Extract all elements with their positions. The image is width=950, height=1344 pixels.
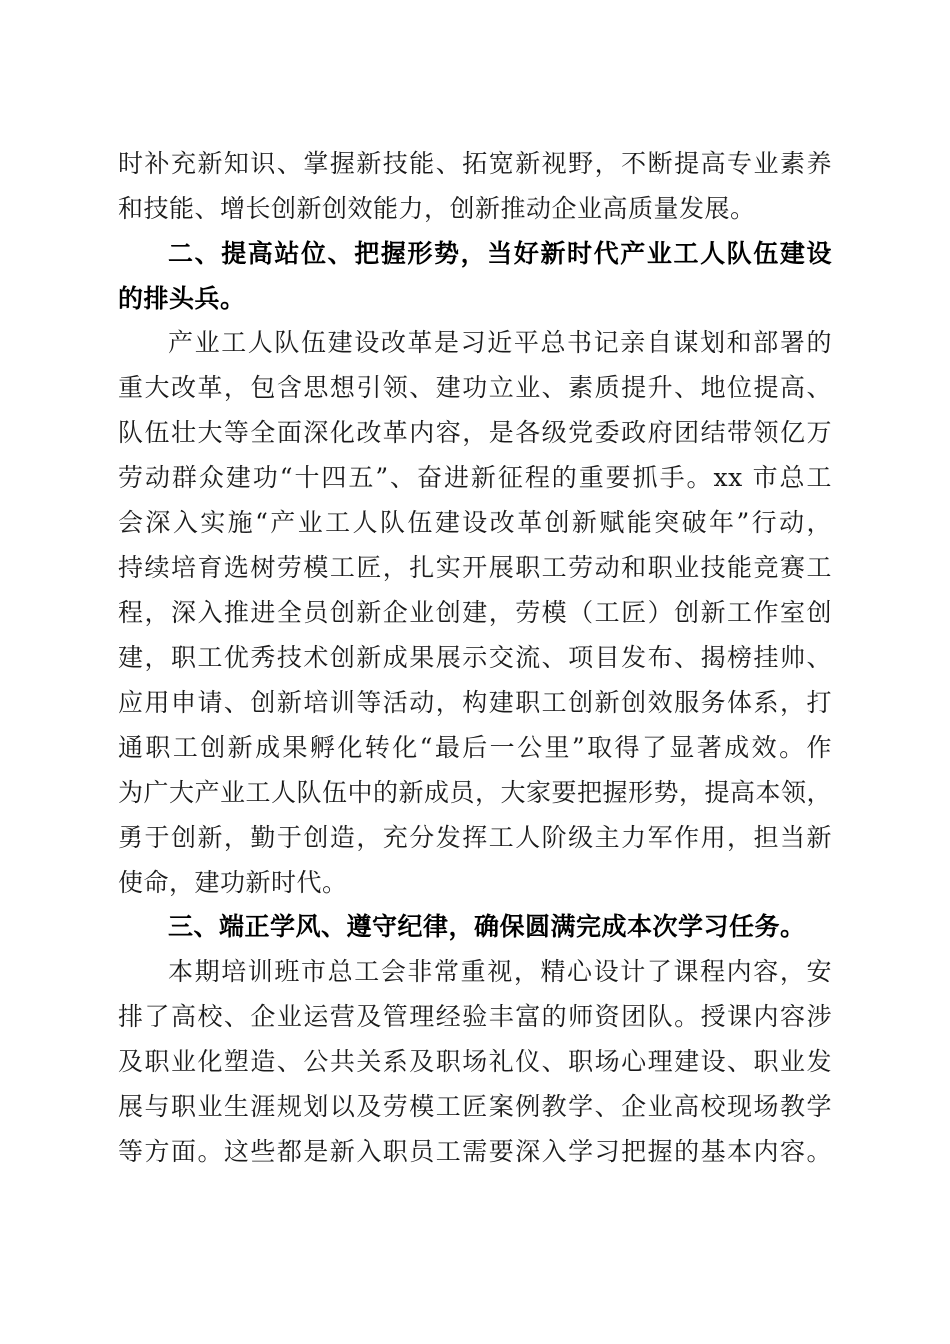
paragraph-line: 产业工人队伍建设改革是习近平总书记亲自谋划和部署的 [168, 328, 832, 357]
paragraph-line: 为广大产业工人队伍中的新成员，大家要把握形势，提高本领， [118, 778, 833, 807]
paragraph-line: 建，职工优秀技术创新成果展示交流、项目发布、揭榜挂帅、 [118, 643, 832, 672]
paragraph-line: 持续培育选树劳模工匠，扎实开展职工劳动和职业技能竞赛工 [118, 553, 832, 582]
section-heading: 二、提高站位、把握形势，当好新时代产业工人队伍建设 [168, 239, 832, 268]
paragraph-line: 排了高校、企业运营及管理经验丰富的师资团队。授课内容涉 [118, 1002, 832, 1031]
paragraph-line: 劳动群众建功“十四五”、奋进新征程的重要抓手。xx 市总工 [118, 463, 832, 492]
paragraph-line: 展与职业生涯规划以及劳模工匠案例教学、企业高校现场教学 [118, 1092, 832, 1121]
paragraph-line: 应用申请、创新培训等活动，构建职工创新创效服务体系，打 [118, 688, 832, 717]
paragraph-line: 程，深入推进全员创新企业创建，劳模（工匠）创新工作室创 [118, 598, 832, 627]
section-heading: 三、端正学风、遵守纪律，确保圆满完成本次学习任务。 [168, 912, 806, 941]
paragraph-line: 使命，建功新时代。 [118, 868, 348, 897]
paragraph-line: 勇于创新，勤于创造，充分发挥工人阶级主力军作用，担当新 [118, 823, 832, 852]
paragraph-line: 及职业化塑造、公共关系及职场礼仪、职场心理建设、职业发 [118, 1047, 832, 1076]
paragraph-line: 通职工创新成果孵化转化“最后一公里”取得了显著成效。作 [118, 733, 832, 762]
paragraph-line: 队伍壮大等全面深化改革内容，是各级党委政府团结带领亿万 [118, 418, 832, 447]
paragraph-line: 会深入实施“产业工人队伍建设改革创新赋能突破年”行动， [118, 508, 832, 537]
paragraph-line: 和技能、增长创新创效能力，创新推动企业高质量发展。 [118, 194, 756, 223]
paragraph-line: 时补充新知识、掌握新技能、拓宽新视野，不断提高专业素养 [118, 149, 832, 178]
paragraph-line: 重大改革，包含思想引领、建功立业、素质提升、地位提高、 [118, 373, 832, 402]
paragraph-line: 本期培训班市总工会非常重视，精心设计了课程内容，安 [168, 957, 832, 986]
section-heading: 的排头兵。 [118, 284, 246, 313]
paragraph-line: 等方面。这些都是新入职员工需要深入学习把握的基本内容。 [118, 1137, 832, 1166]
